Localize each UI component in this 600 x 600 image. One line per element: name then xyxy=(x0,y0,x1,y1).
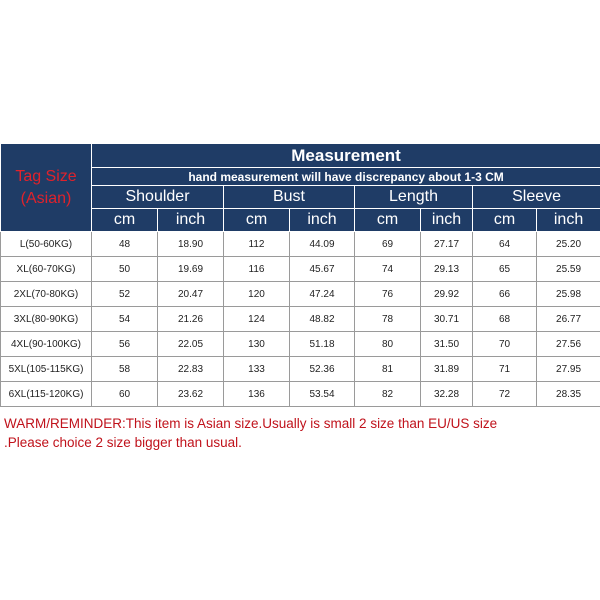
unit-header: inch xyxy=(537,209,600,232)
table-cell: 51.18 xyxy=(290,332,355,357)
table-cell: 136 xyxy=(224,382,290,407)
table-cell: 44.09 xyxy=(290,232,355,257)
table-cell: 68 xyxy=(473,307,537,332)
table-cell: 124 xyxy=(224,307,290,332)
table-cell: 25.20 xyxy=(537,232,600,257)
table-row xyxy=(1,357,600,382)
table-row xyxy=(1,232,600,257)
table-cell: 21.26 xyxy=(158,307,224,332)
table-cell: 66 xyxy=(473,282,537,307)
unit-header: cm xyxy=(224,209,290,232)
table-cell: 47.24 xyxy=(290,282,355,307)
table-cell: 71 xyxy=(473,357,537,382)
table-cell: 20.47 xyxy=(158,282,224,307)
table-row xyxy=(1,282,600,307)
table-cell: 28.35 xyxy=(537,382,600,407)
table-cell: 112 xyxy=(224,232,290,257)
size-label: 6XL(115-120KG) xyxy=(1,382,92,407)
table-cell: 56 xyxy=(92,332,158,357)
table-cell: 80 xyxy=(355,332,421,357)
table-row xyxy=(1,382,600,407)
unit-header: cm xyxy=(355,209,421,232)
table-cell: 23.62 xyxy=(158,382,224,407)
size-reminder xyxy=(4,414,596,452)
table-cell: 32.28 xyxy=(421,382,473,407)
table-cell: 78 xyxy=(355,307,421,332)
table-cell: 48.82 xyxy=(290,307,355,332)
table-row xyxy=(1,332,600,357)
table-cell: 82 xyxy=(355,382,421,407)
reminder-line-1: WARM/REMINDER:This item is Asian size.Usually is small 2 size than EU/US size xyxy=(4,416,498,431)
table-cell: 26.77 xyxy=(537,307,600,332)
table-cell: 52 xyxy=(92,282,158,307)
table-cell: 52.36 xyxy=(290,357,355,382)
table-cell: 116 xyxy=(224,257,290,282)
tag-size-header xyxy=(1,144,92,232)
table-cell: 74 xyxy=(355,257,421,282)
table-cell: 19.69 xyxy=(158,257,224,282)
table-cell: 29.13 xyxy=(421,257,473,282)
table-cell: 69 xyxy=(355,232,421,257)
group-sleeve: Sleeve xyxy=(473,186,600,209)
size-label: XL(60-70KG) xyxy=(1,257,92,282)
unit-header: inch xyxy=(421,209,473,232)
measurement-note: hand measurement will have discrepancy about 1-3 CM xyxy=(92,168,600,186)
table-cell: 76 xyxy=(355,282,421,307)
table-cell: 22.05 xyxy=(158,332,224,357)
table-cell: 65 xyxy=(473,257,537,282)
table-cell: 18.90 xyxy=(158,232,224,257)
table-cell: 31.50 xyxy=(421,332,473,357)
table-cell: 30.71 xyxy=(421,307,473,332)
size-label: 5XL(105-115KG) xyxy=(1,357,92,382)
size-label: 3XL(80-90KG) xyxy=(1,307,92,332)
table-cell: 27.95 xyxy=(537,357,600,382)
size-label: 4XL(90-100KG) xyxy=(1,332,92,357)
table-cell: 58 xyxy=(92,357,158,382)
table-row xyxy=(1,307,600,332)
table-cell: 25.59 xyxy=(537,257,600,282)
table-cell: 53.54 xyxy=(290,382,355,407)
table-row xyxy=(1,257,600,282)
table-cell: 45.67 xyxy=(290,257,355,282)
table-cell: 22.83 xyxy=(158,357,224,382)
size-label: L(50-60KG) xyxy=(1,232,92,257)
measurement-title: Measurement xyxy=(92,144,600,168)
table-cell: 27.17 xyxy=(421,232,473,257)
table-cell: 50 xyxy=(92,257,158,282)
unit-header: inch xyxy=(290,209,355,232)
unit-header: inch xyxy=(158,209,224,232)
size-chart xyxy=(0,143,600,407)
table-cell: 31.89 xyxy=(421,357,473,382)
table-cell: 25.98 xyxy=(537,282,600,307)
tag-size-sublabel: (Asian) xyxy=(20,189,72,207)
unit-header: cm xyxy=(473,209,537,232)
group-shoulder: Shoulder xyxy=(92,186,224,209)
reminder-line-2: .Please choice 2 size bigger than usual. xyxy=(4,435,242,450)
group-length: Length xyxy=(355,186,473,209)
table-cell: 54 xyxy=(92,307,158,332)
table-cell: 48 xyxy=(92,232,158,257)
group-bust: Bust xyxy=(224,186,355,209)
table-cell: 29.92 xyxy=(421,282,473,307)
table-cell: 130 xyxy=(224,332,290,357)
table-cell: 70 xyxy=(473,332,537,357)
table-cell: 133 xyxy=(224,357,290,382)
size-table xyxy=(0,143,600,407)
table-cell: 60 xyxy=(92,382,158,407)
table-cell: 81 xyxy=(355,357,421,382)
unit-header: cm xyxy=(92,209,158,232)
table-cell: 120 xyxy=(224,282,290,307)
table-cell: 72 xyxy=(473,382,537,407)
table-cell: 64 xyxy=(473,232,537,257)
table-cell: 27.56 xyxy=(537,332,600,357)
tag-size-label: Tag Size xyxy=(15,167,77,185)
size-label: 2XL(70-80KG) xyxy=(1,282,92,307)
